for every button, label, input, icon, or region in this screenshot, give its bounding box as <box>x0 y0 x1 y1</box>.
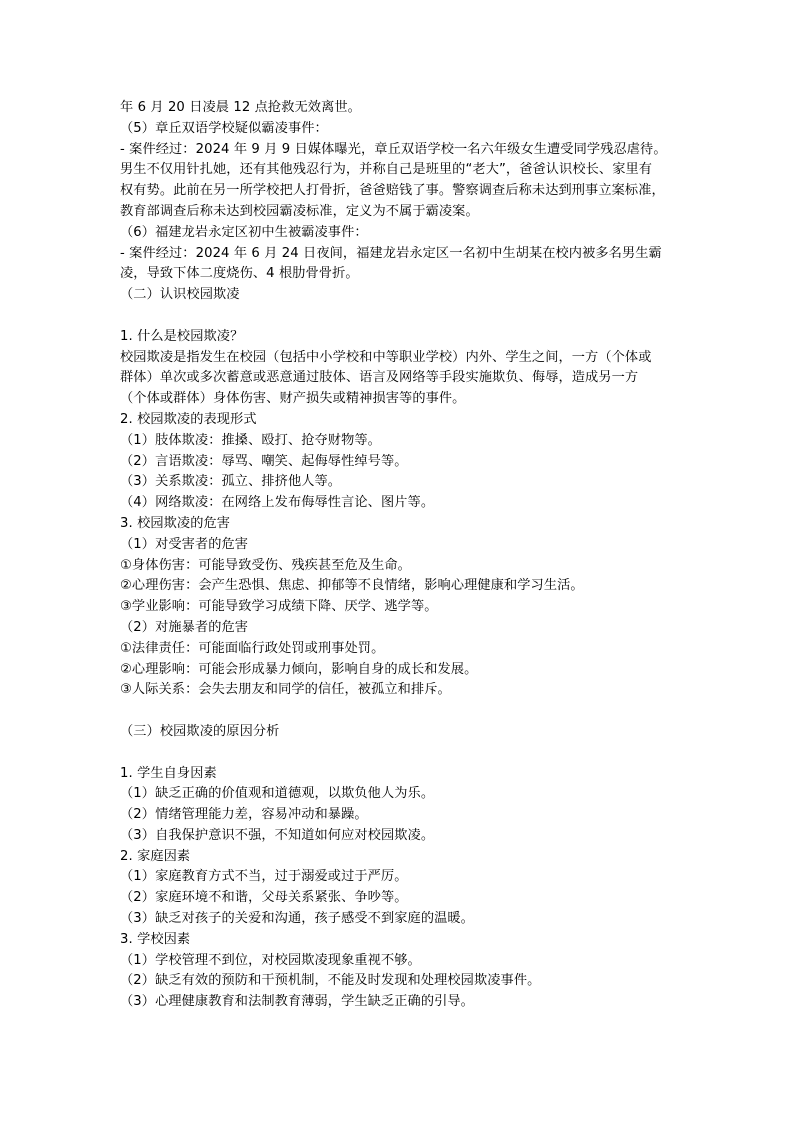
list-item: （3）自我保护意识不强，不知道如何应对校园欺凌。 <box>120 827 435 843</box>
section-heading: （二）认识校园欺凌 <box>120 287 240 303</box>
list-item: （4）网络欺凌：在网络上发布侮辱性言论、图片等。 <box>120 495 435 511</box>
document-body <box>120 98 680 1013</box>
text-line: （个体或群体）身体伤害、财产损失或精神损害等的事件。 <box>120 391 466 407</box>
list-item: （1）家庭教育方式不当，过于溺爱或过于严厉。 <box>120 869 408 885</box>
list-item: ②心理伤害：会产生恐惧、焦虑、抑郁等不良情绪，影响心理健康和学习生活。 <box>120 578 584 594</box>
subsection-heading: 1. 什么是校园欺凌？ <box>120 328 244 344</box>
list-heading: （2）对施暴者的危害 <box>120 619 249 635</box>
list-item: ③学业影响：可能导致学习成绩下降、厌学、逃学等。 <box>120 599 438 615</box>
list-item: ①身体伤害：可能导致受伤、残疾甚至危及生命。 <box>120 557 411 573</box>
text-line: 校园欺凌是指发生在校园（包括中小学校和中等职业学校）内外、学生之间，一方（个体或 <box>120 349 652 365</box>
list-item: （1）肢体欺凌：推搡、殴打、抢夺财物等。 <box>120 432 381 448</box>
list-item: ①法律责任：可能面临行政处罚或刑事处罚。 <box>120 640 385 656</box>
list-item: （3）关系欺凌：孤立、排挤他人等。 <box>120 474 342 490</box>
list-item: （2）言语欺凌：辱骂、嘲笑、起侮辱性绰号等。 <box>120 453 408 469</box>
subsection-heading: 3. 学校因素 <box>120 931 191 947</box>
text-line: 群体）单次或多次蓄意或恶意通过肢体、语言及网络等手段实施欺负、侮辱，造成另一方 <box>120 370 639 386</box>
case-heading: （5）章丘双语学校疑似霸凌事件： <box>120 120 328 136</box>
list-item: ②心理影响：可能会形成暴力倾向，影响自身的成长和发展。 <box>120 661 478 677</box>
list-item: （1）学校管理不到位，对校园欺凌现象重视不够。 <box>120 952 421 968</box>
list-item: ③人际关系：会失去朋友和同学的信任，被孤立和排斥。 <box>120 682 451 698</box>
list-heading: （1）对受害者的危害 <box>120 536 249 552</box>
text-line: - 案件经过：2024 年 9 月 9 日媒体曝光，章丘双语学校一名六年级女生遭受同学残忍虐待。 <box>120 141 667 157</box>
blank-line <box>120 306 680 327</box>
text-line: 权有势。此前在另一所学校把人打骨折，爸爸赔钱了事。警察调查后称未达到刑事立案标准， <box>120 183 665 199</box>
subsection-heading: 3. 校园欺凌的危害 <box>120 515 231 531</box>
list-item: （3）缺乏对孩子的关爱和沟通，孩子感受不到家庭的温暖。 <box>120 911 474 927</box>
blank-line <box>120 743 680 764</box>
list-item: （2）缺乏有效的预防和干预机制，不能及时发现和处理校园欺凌事件。 <box>120 973 541 989</box>
text-line: - 案件经过：2024 年 6 月 24 日夜间，福建龙岩永定区一名初中生胡某在校内被多名男生霸 <box>120 245 662 261</box>
list-item: （2）情绪管理能力差，容易冲动和暴躁。 <box>120 807 368 823</box>
case-heading: （6）福建龙岩永定区初中生被霸凌事件： <box>120 224 368 240</box>
subsection-heading: 2. 校园欺凌的表现形式 <box>120 411 257 427</box>
text-line: 教育部调查后称未达到校园霸凌标准，定义为不属于霸凌案。 <box>120 203 479 219</box>
text-line: 凌，导致下体二度烧伤、4 根肋骨骨折。 <box>120 266 359 282</box>
text-line: 男生不仅用针扎她，还有其他残忍行为，并称自己是班里的“老大”，爸爸认识校长、家里有 <box>120 162 653 178</box>
text-line: 年 6 月 20 日凌晨 12 点抢救无效离世。 <box>120 100 361 115</box>
subsection-heading: 2. 家庭因素 <box>120 848 191 864</box>
list-item: （2）家庭环境不和谐，父母关系紧张、争吵等。 <box>120 890 408 906</box>
section-heading: （三）校园欺凌的原因分析 <box>120 723 280 739</box>
blank-line <box>120 701 680 722</box>
list-item: （3）心理健康教育和法制教育薄弱，学生缺乏正确的引导。 <box>120 994 474 1010</box>
list-item: （1）缺乏正确的价值观和道德观，以欺负他人为乐。 <box>120 786 435 802</box>
subsection-heading: 1. 学生自身因素 <box>120 765 217 781</box>
